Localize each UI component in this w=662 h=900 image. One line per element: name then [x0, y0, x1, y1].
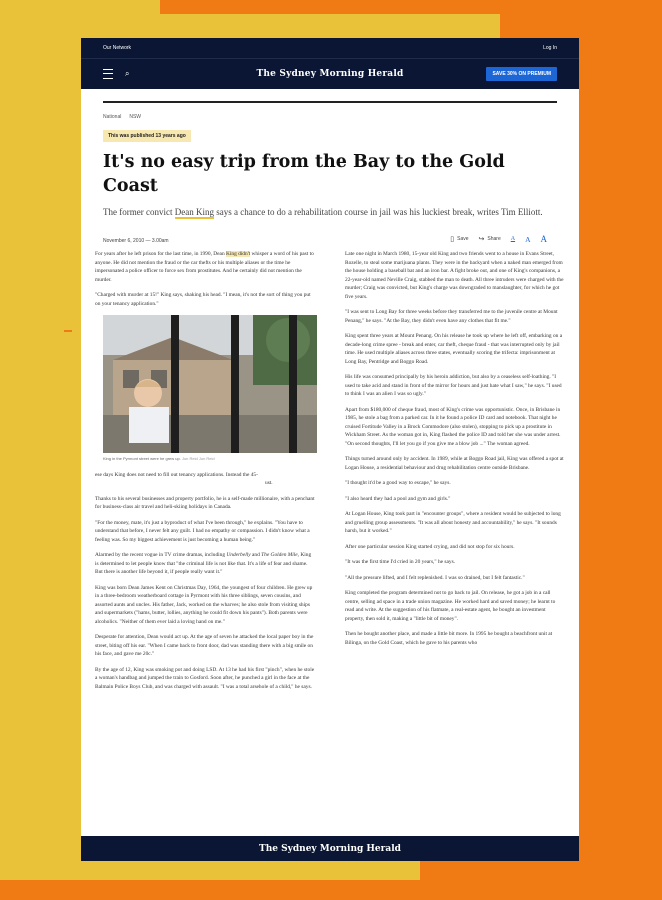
paragraph: King completed the program determined not to go back to jail. On release, he got a job in a call centre, selling ad space in a trade union magazine. He worked hard and saved money; he learnt to read and write. At the suggestion of his flatmate, a real-estate agent, he bought an investment property, then sold it, making a "little bit of money".	[345, 590, 556, 622]
paragraph: By the age of 12, King was smoking pot and doing LSD. At 13 he had his first "pinch", when he stole a woman's handbag and jumped the train to Gosford. Soon after, he punched a girl in the face at the Balmain Police Boys Club, and was charged with assault. "I was a total arsehole of a child," he says.	[95, 666, 315, 690]
paragraph-partial	[95, 471, 315, 488]
masthead-bar	[81, 58, 579, 89]
partial-line-2: ust.	[265, 480, 273, 486]
column-left	[95, 250, 315, 698]
paragraph: "I was sent to Long Bay for three weeks before they transferred me to the juvenile centre at Mount Penang," he says. "At the Bay, they didn't even have any clothes that fit me."	[345, 309, 558, 324]
meta-row	[103, 234, 557, 244]
save-button[interactable]	[450, 235, 468, 243]
p1-a: For years after he left prison for the last time, in 1990, Dean	[95, 251, 226, 257]
footer-masthead: The Sydney Morning Herald	[81, 836, 579, 861]
paragraph: After one particular session King started crying, and did not stop for six hours.	[345, 543, 515, 550]
p1-b: whisper a word of his past to anyone. He did not mention the fraud or the car thefts or his multiple aliases or the time he impersonated a police officer to force sex from prostitutes. And he certainly did not mention the murder.	[95, 251, 314, 283]
standfirst-name: Dean King	[174, 207, 214, 217]
font-size-medium[interactable]: A	[525, 234, 531, 244]
paragraph: "Charged with murder at 15!" King says, shaking his head. "I mean, it's not the sort of thing you put on your tenancy application."	[95, 292, 311, 307]
our-network-link[interactable]: Our Network	[103, 45, 132, 51]
paragraph	[95, 551, 315, 577]
breadcrumb	[103, 114, 557, 120]
background-orange-top	[160, 0, 662, 14]
search-icon[interactable]: ⌕	[125, 69, 130, 78]
paragraph: "It was the first time I'd cried in 20 years," he says.	[345, 559, 456, 565]
paragraph: Late one night in March 1980, 15-year old King and two friends went to a house in Evans Street, Rozelle, to steal some marijuana plants. They were in the backyard when a naked man emerged from the house holding a baseball bat and an iron bar. A fight broke out, and one of King's companions, a 22-year-old named Neville Craig, stabbed the man to death. All three intruders were charged with the murder; Craig was convicted, but King's charge was downgraded to manslaughter, for which he got five years.	[345, 251, 564, 300]
paragraph	[95, 250, 315, 284]
article-body	[95, 250, 567, 698]
share-icon: ↪	[478, 236, 485, 243]
paragraph: King spent three years at Mount Penang. On his release he took up where he left off, embarking on a decade-long crime spree - break and enter, car theft, cheque fraud - that was interrupted only by jail time. He used multiple aliases across three states, eventually scoring the trifecta: imprisonment at Long Bay, Pentridge and Boggo Road.	[345, 333, 563, 365]
p5-title-underbelly: Underbelly	[226, 552, 251, 558]
font-size-small[interactable]: A	[510, 236, 516, 242]
save-label: Save	[457, 236, 469, 242]
paragraph: "All the pressure lifted, and I felt replenished. I was so drained, but I felt fantastic."	[345, 574, 525, 581]
standfirst-post: says a chance to do a rehabilitation course in jail was his luckiest break, writes Tim Elliott.	[213, 207, 543, 217]
article-tools	[450, 234, 547, 244]
p1-highlight: King didn't	[225, 251, 251, 257]
caption-text: King in the Pyrmont street were he grew up.	[103, 456, 181, 461]
header-rule	[103, 101, 557, 103]
photo-illustration	[103, 315, 317, 453]
paragraph: Thanks to his several businesses and property portfolio, he is a self-made millionaire, with a penchant for business-class air travel and heli-skiing holidays in Canada.	[95, 495, 315, 510]
paragraph: Then he bought another place, and made a little bit more. In 1995 he bought a beachfront unit at Bilinga, on the Gold Coast, which he gave to his parents who	[345, 631, 553, 646]
article-photo[interactable]	[103, 315, 317, 453]
paragraph: Things turned around only by accident. In 1989, while at Boggo Road jail, King was offered a spot at Logan House, a residential behaviour and drug rehabilitation centre outside Brisbane.	[345, 456, 564, 471]
p5-a: Alarmed by the recent vogue in TV crime dramas, including	[95, 552, 227, 558]
paragraph: "I also heard they had a pool and gym and girls."	[345, 495, 451, 502]
font-size-large[interactable]: A	[540, 234, 547, 244]
paragraph: His life was consumed principally by his heroin addiction, but also by a ceaseless self-loathing. "I used to take acid and stand in front of the mirror for hours and just hate what I saw," he says. "I used to think I was an alien I was so ugly."	[345, 374, 562, 397]
subscribe-button[interactable]: SAVE 30% ON PREMIUM	[486, 67, 557, 81]
standfirst-pre: The former convict	[103, 207, 175, 217]
share-button[interactable]	[479, 235, 501, 243]
paragraph: King was born Dean James Kent on Christmas Day, 1964, the youngest of four children. He grew up in a three-bedroom weatherboard cottage in Pyrmont with his three siblings, seven cousins, and assorted aunts and uncles. His father, Jack, worked on the wharves; he also stole from visiting ships and supermarkets ("hams, butter, lollies, anything he could fit down his pants"). Both parents were alcoholics. "Neither of them ever laid a loving hand on me."	[95, 584, 313, 625]
bookmark-icon: ▯	[450, 236, 455, 243]
paragraph: Apart from $180,000 of cheque fraud, most of King's crime was opportunistic. Once, in Brisbane in 1985, he stole a bag from a parked car. In it he found a police ID card and notebook. That night he cruised Fortitude Valley in a Brock Commodore (also stolen), stopping to pick up a prostitute in Wickham Street. As the woman got in, King flashed the police ID and told her she was under arrest. "On second thoughts, I'll let you go if you give me a blow job ..." The woman agreed.	[345, 406, 561, 447]
partial-line-1: ese days King does not need to fill out tenancy applications. Instead the 45-	[95, 471, 258, 478]
headline: It's no easy trip from the Bay to the Gold Coast	[103, 152, 505, 196]
breadcrumb-national[interactable]: National	[103, 114, 122, 120]
column-right	[345, 250, 565, 698]
p5-and: and	[250, 552, 262, 558]
p5-title-golden-mile: The Golden Mile	[261, 552, 298, 558]
standfirst	[103, 206, 557, 219]
side-mark	[64, 330, 72, 332]
p5-b: , King is determined to let people know that "the criminal life is not like that. It's a life of fear and shame. But there is another life beyond it, if people really want it."	[95, 552, 312, 575]
paragraph: Desperate for attention, Dean would act up. At the age of seven he attacked the local paper boy in the street, biting off his ear. "When I came back to front door, dad was standing there with a big smile on his face, and gave me 20c."	[95, 634, 314, 657]
caption-credit: Jon Reid Jon Reid	[181, 456, 215, 461]
breadcrumb-nsw[interactable]: NSW	[129, 114, 142, 120]
network-bar	[81, 38, 579, 58]
paragraph: "For the money, mate, it's just a byproduct of what I've been through," he explains. "You have to understand that before, I never felt any guilt. I had no empathy or compassion. I didn't know what a feeling was. So my biggest achievement is just becoming a human being."	[95, 519, 310, 543]
paragraph: At Logan House, King took part in "encounter groups", where a resident would be subjected to long and gruelling group assessments. "It was all about honesty and accountability," he says. "It sounds harsh, but it worked."	[345, 511, 561, 534]
article-page	[81, 38, 579, 861]
photo-caption	[103, 455, 315, 464]
login-link[interactable]: Log In	[543, 45, 557, 51]
published-badge: This was published 13 years ago	[103, 130, 191, 142]
paragraph: "I thought it'd be a good way to escape," he says.	[345, 480, 451, 486]
menu-icon[interactable]	[103, 69, 113, 79]
share-label: Share	[487, 236, 501, 242]
masthead-logo: The Sydney Morning Herald	[256, 69, 404, 79]
publish-date: November 6, 2010 — 3.00am	[103, 238, 169, 244]
